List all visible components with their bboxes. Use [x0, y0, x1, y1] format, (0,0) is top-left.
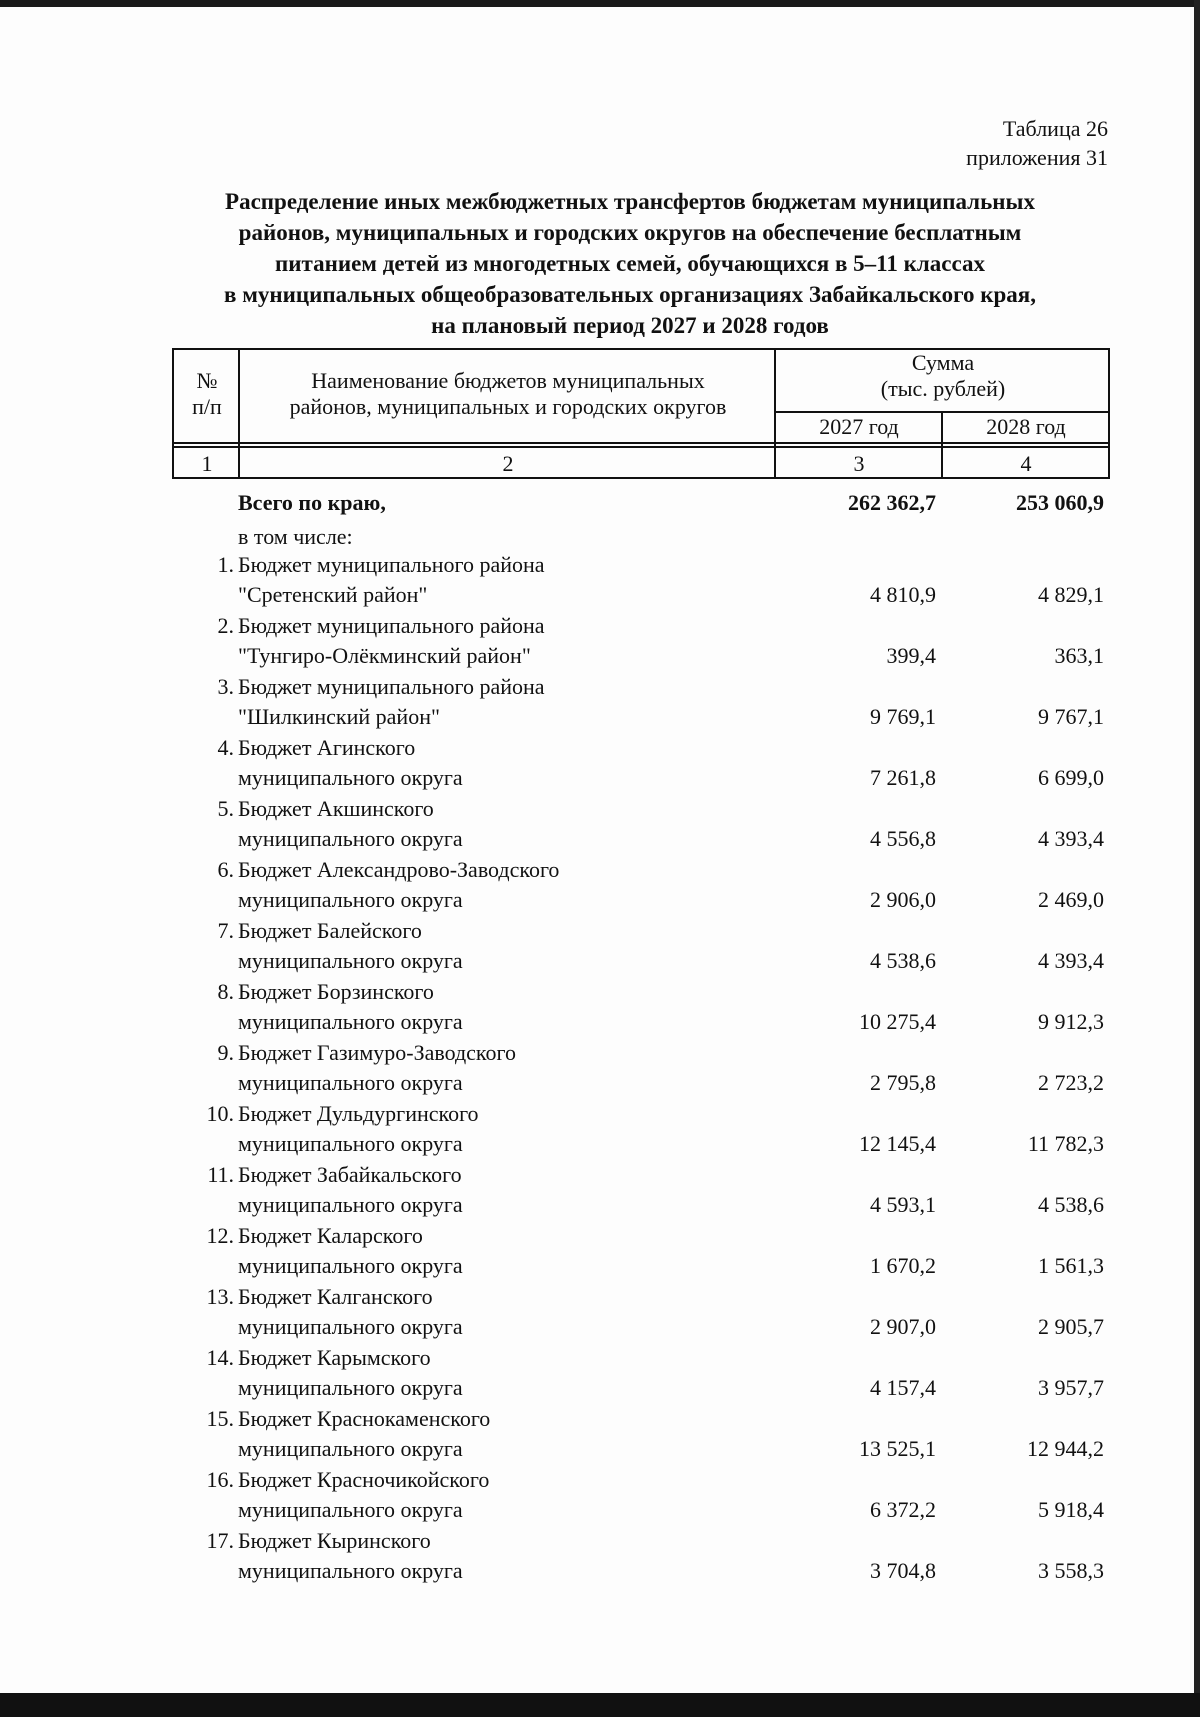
scan-edge-top — [0, 0, 1200, 7]
grid-line — [172, 446, 1110, 448]
header-name-line: районов, муниципальных и городских округов — [289, 394, 727, 419]
table-row — [0, 733, 1200, 794]
table-row — [0, 1404, 1200, 1465]
row-number: 16. — [206, 1467, 234, 1492]
row-name-line1: Бюджет Дульдургинского — [238, 1101, 479, 1126]
row-name-line1: Бюджет Красночикойского — [238, 1467, 490, 1492]
table-row — [0, 672, 1200, 733]
title-line: на плановый период 2027 и 2028 годов — [431, 313, 829, 338]
row-value-2027: 4 556,8 — [870, 826, 936, 851]
row-value-2028: 4 393,4 — [1038, 826, 1104, 851]
table-row — [0, 611, 1200, 672]
row-value-2027: 4 593,1 — [870, 1192, 936, 1217]
table-row — [0, 1099, 1200, 1160]
table-row — [0, 855, 1200, 916]
row-number: 14. — [206, 1345, 234, 1370]
table-label: Таблица 26 — [1002, 116, 1108, 141]
row-number: 15. — [206, 1406, 234, 1431]
row-value-2028: 9 912,3 — [1038, 1009, 1104, 1034]
row-value-2028: 12 944,2 — [1027, 1436, 1104, 1461]
row-value-2027: 4 538,6 — [870, 948, 936, 973]
header-name-line: Наименование бюджетов муниципальных — [311, 368, 705, 393]
row-value-2028: 3 957,7 — [1038, 1375, 1104, 1400]
table-row — [0, 1221, 1200, 1282]
table-row — [0, 1526, 1200, 1587]
header-number — [174, 368, 240, 420]
row-value-2027: 399,4 — [886, 643, 936, 668]
row-value-2027: 12 145,4 — [859, 1131, 936, 1156]
row-number: 17. — [206, 1528, 234, 1553]
column-number: 3 — [853, 451, 865, 476]
row-value-2027: 6 372,2 — [870, 1497, 936, 1522]
grid-line — [172, 442, 1110, 444]
table-row — [0, 550, 1200, 611]
row-number: 8. — [217, 979, 234, 1004]
row-value-2028: 2 469,0 — [1038, 887, 1104, 912]
row-value-2028: 6 699,0 — [1038, 765, 1104, 790]
row-name-line2: муниципального округа — [238, 1009, 463, 1034]
row-name-line1: Бюджет Агинского — [238, 735, 416, 760]
table-row — [0, 977, 1200, 1038]
row-name-line2: муниципального округа — [238, 948, 463, 973]
row-value-2028: 4 538,6 — [1038, 1192, 1104, 1217]
row-name-line1: Бюджет Балейского — [238, 918, 422, 943]
row-number: 11. — [207, 1162, 234, 1187]
row-value-2028: 9 767,1 — [1038, 704, 1104, 729]
header-sum — [776, 350, 1110, 402]
row-name-line1: Бюджет Кыринского — [238, 1528, 431, 1553]
total-value-2028: 253 060,9 — [1016, 490, 1104, 515]
document-title — [150, 186, 1110, 341]
row-value-2027: 3 704,8 — [870, 1558, 936, 1583]
row-name-line2: муниципального округа — [238, 1558, 463, 1583]
subtotal-label: в том числе: — [238, 524, 353, 549]
table-row — [0, 1343, 1200, 1404]
row-value-2027: 13 525,1 — [859, 1436, 936, 1461]
row-name-line2: муниципального округа — [238, 1436, 463, 1461]
row-value-2027: 2 795,8 — [870, 1070, 936, 1095]
row-name-line2: муниципального округа — [238, 1375, 463, 1400]
header-year-2028: 2028 год — [986, 414, 1066, 439]
row-name-line1: Бюджет муниципального района — [238, 613, 545, 638]
row-value-2028: 5 918,4 — [1038, 1497, 1104, 1522]
row-name-line1: Бюджет Забайкальского — [238, 1162, 462, 1187]
row-name-line2: муниципального округа — [238, 826, 463, 851]
row-value-2028: 4 829,1 — [1038, 582, 1104, 607]
row-name-line1: Бюджет Краснокаменского — [238, 1406, 491, 1431]
row-value-2027: 7 261,8 — [870, 765, 936, 790]
row-name-line2: муниципального округа — [238, 1497, 463, 1522]
header-sum-unit: (тыс. рублей) — [880, 376, 1006, 401]
row-value-2028: 363,1 — [1054, 643, 1104, 668]
row-value-2028: 11 782,3 — [1027, 1131, 1104, 1156]
row-number: 12. — [206, 1223, 234, 1248]
row-name-line2: муниципального округа — [238, 1253, 463, 1278]
total-value-2027: 262 362,7 — [848, 490, 936, 515]
row-name-line1: Бюджет муниципального района — [238, 552, 545, 577]
title-line: в муниципальных общеобразовательных организациях Забайкальского края, — [224, 282, 1036, 307]
row-value-2028: 3 558,3 — [1038, 1558, 1104, 1583]
row-name-line2: "Шилкинский район" — [238, 704, 440, 729]
row-name-line1: Бюджет Акшинского — [238, 796, 434, 821]
row-number: 7. — [217, 918, 234, 943]
row-number: 9. — [217, 1040, 234, 1065]
column-number: 2 — [502, 451, 514, 476]
header-year-2027: 2027 год — [819, 414, 899, 439]
table-row — [0, 1038, 1200, 1099]
grid-line — [172, 477, 1110, 479]
column-number: 1 — [201, 451, 213, 476]
row-number: 6. — [217, 857, 234, 882]
row-name-line1: Бюджет Газимуро-Заводского — [238, 1040, 516, 1065]
total-label: Всего по краю, — [238, 490, 386, 515]
row-number: 4. — [217, 735, 234, 760]
header-number-abbr: п/п — [192, 394, 222, 419]
title-line: питанием детей из многодетных семей, обучающихся в 5–11 классах — [275, 251, 985, 276]
row-value-2027: 4 810,9 — [870, 582, 936, 607]
row-name-line2: "Тунгиро-Олёкминский район" — [238, 643, 531, 668]
title-line: районов, муниципальных и городских округов на обеспечение бесплатным — [238, 220, 1022, 245]
row-name-line2: муниципального округа — [238, 1192, 463, 1217]
table-row — [0, 1282, 1200, 1343]
row-value-2027: 10 275,4 — [859, 1009, 936, 1034]
row-name-line2: муниципального округа — [238, 1131, 463, 1156]
table-row — [0, 1465, 1200, 1526]
row-name-line1: Бюджет Александрово-Заводского — [238, 857, 560, 882]
row-name-line2: муниципального округа — [238, 765, 463, 790]
scan-edge-bottom — [0, 1693, 1200, 1717]
row-name-line2: "Сретенский район" — [238, 582, 428, 607]
row-value-2027: 1 670,2 — [870, 1253, 936, 1278]
title-line: Распределение иных межбюджетных трансфертов бюджетам муниципальных — [225, 189, 1035, 214]
header-name — [240, 368, 776, 420]
row-number: 3. — [217, 674, 234, 699]
row-value-2027: 9 769,1 — [870, 704, 936, 729]
row-value-2028: 2 723,2 — [1038, 1070, 1104, 1095]
row-name-line2: муниципального округа — [238, 1070, 463, 1095]
row-number: 5. — [217, 796, 234, 821]
table-number-block — [966, 114, 1108, 172]
row-name-line1: Бюджет Каларского — [238, 1223, 423, 1248]
row-name-line1: Бюджет муниципального района — [238, 674, 545, 699]
appendix-label: приложения 31 — [966, 145, 1108, 170]
table-row — [0, 1160, 1200, 1221]
column-number: 4 — [1020, 451, 1032, 476]
row-value-2027: 2 907,0 — [870, 1314, 936, 1339]
grid-line — [774, 411, 1110, 413]
row-number: 13. — [206, 1284, 234, 1309]
table-row — [0, 794, 1200, 855]
row-number: 1. — [217, 552, 234, 577]
row-number: 2. — [217, 613, 234, 638]
row-number: 10. — [206, 1101, 234, 1126]
row-value-2028: 2 905,7 — [1038, 1314, 1104, 1339]
row-name-line1: Бюджет Карымского — [238, 1345, 431, 1370]
row-value-2028: 1 561,3 — [1038, 1253, 1104, 1278]
header-sum-line: Сумма — [911, 350, 975, 375]
table-row — [0, 916, 1200, 977]
row-value-2028: 4 393,4 — [1038, 948, 1104, 973]
row-value-2027: 4 157,4 — [870, 1375, 936, 1400]
row-name-line1: Бюджет Борзинского — [238, 979, 434, 1004]
header-number-symbol: № — [196, 368, 218, 393]
row-name-line2: муниципального округа — [238, 1314, 463, 1339]
row-value-2027: 2 906,0 — [870, 887, 936, 912]
row-name-line2: муниципального округа — [238, 887, 463, 912]
row-name-line1: Бюджет Калганского — [238, 1284, 433, 1309]
